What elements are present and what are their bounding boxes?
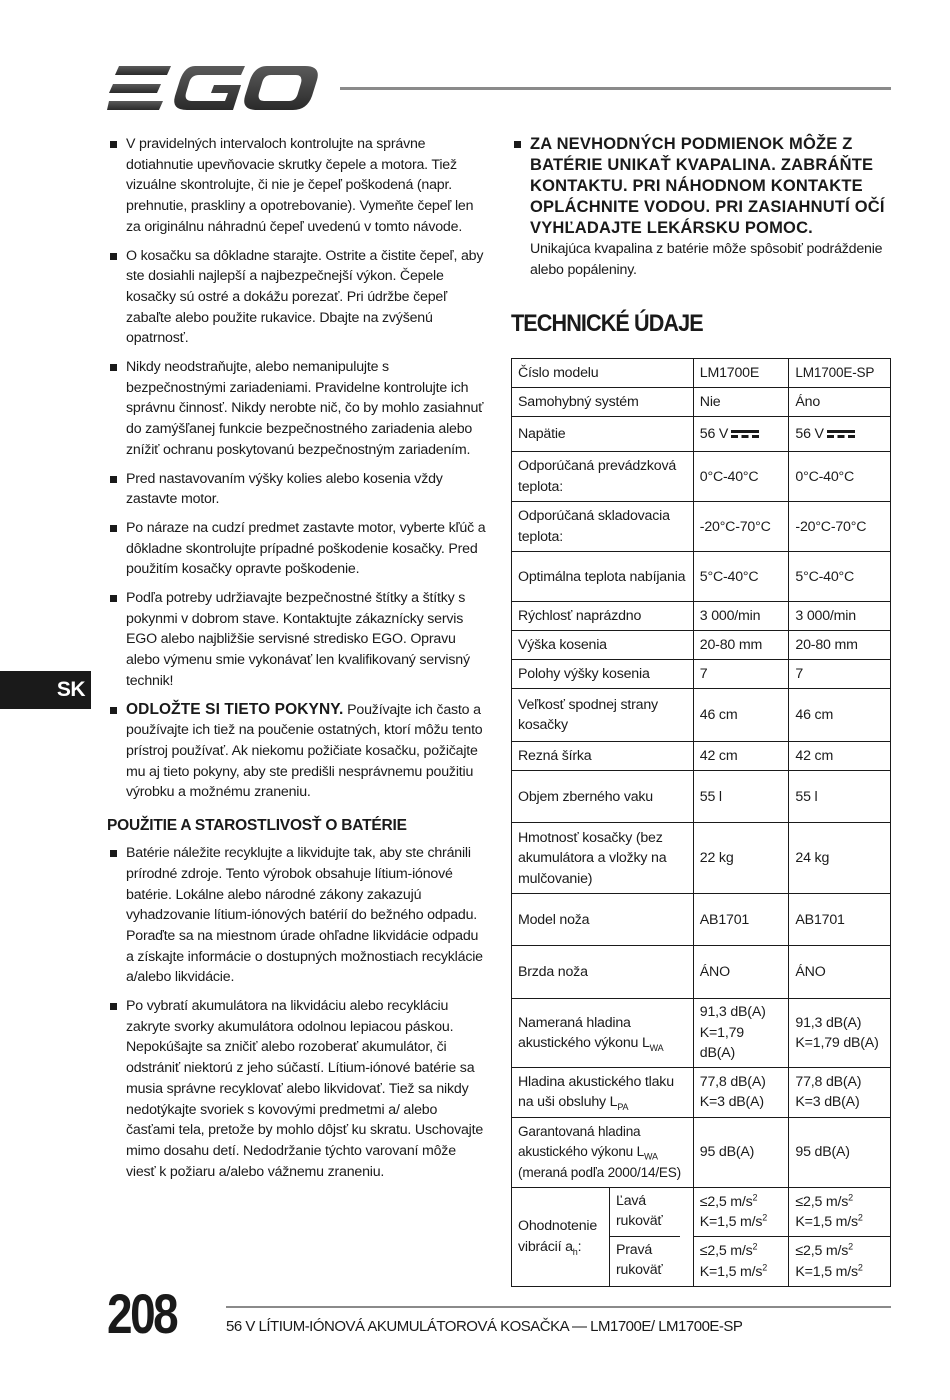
spec-label: Napätie — [512, 417, 694, 452]
spec-value-a — [693, 1237, 789, 1287]
spec-table — [511, 358, 891, 1287]
table-row — [512, 359, 891, 388]
left-handle-label: Ľavá rukoväť — [610, 1188, 680, 1237]
spec-label: Rezná šírka — [512, 742, 694, 771]
spec-value-a: -20°C-70°C — [693, 502, 789, 552]
value-line: 77,8 dB(A) — [699, 1073, 766, 1090]
sound-pressure-sub: PA — [617, 1102, 629, 1113]
value-line: K=3 dB(A) — [795, 1094, 860, 1111]
spec-value-a — [693, 1187, 789, 1237]
spec-value-b — [789, 999, 891, 1068]
spec-value-b: 55 l — [789, 771, 891, 823]
spec-value-a: 46 cm — [693, 689, 789, 742]
table-row — [512, 388, 891, 417]
table-row — [512, 1117, 891, 1187]
spec-value-b: AB1701 — [789, 894, 891, 946]
table-row — [512, 823, 891, 894]
value-line: K=3 dB(A) — [699, 1094, 764, 1111]
spec-value-a: 0°C-40°C — [693, 452, 789, 502]
footer-rule — [226, 1306, 891, 1308]
table-row — [512, 946, 891, 999]
spec-value-b: 95 dB(A) — [789, 1117, 891, 1187]
exponent: 2 — [762, 1212, 768, 1223]
spec-label: Výška kosenia — [512, 631, 694, 660]
spec-value-b: 24 kg — [789, 823, 891, 894]
table-row — [512, 1067, 891, 1117]
value-line: 77,8 dB(A) — [795, 1073, 862, 1090]
spec-value-b: 5°C-40°C — [789, 552, 891, 602]
value-line: K=1,5 m/s — [795, 1214, 858, 1231]
table-row — [512, 742, 891, 771]
table-row — [512, 894, 891, 946]
value-line: K=1,79 dB(A) — [795, 1035, 879, 1052]
spec-value-a: 42 cm — [693, 742, 789, 771]
table-row — [512, 602, 891, 631]
spec-label: Model noža — [512, 894, 694, 946]
spec-label: Objem zberného vaku — [512, 771, 694, 823]
spec-value-b: 42 cm — [789, 742, 891, 771]
exponent: 2 — [848, 1191, 853, 1202]
spec-section-title: TECHNICKÉ ÚDAJE — [511, 310, 703, 338]
spec-value-a — [693, 1067, 789, 1117]
table-row — [512, 552, 891, 602]
exponent: 2 — [857, 1261, 863, 1272]
spec-value-a: 22 kg — [693, 823, 789, 894]
warning-list — [511, 134, 892, 280]
exponent: 2 — [857, 1212, 863, 1223]
value-line: ≤2,5 m/s — [795, 1193, 849, 1210]
list-item-save-instructions — [107, 700, 489, 804]
spec-label: Rýchlosť naprázdno — [512, 602, 694, 631]
vibration-suffix: : — [577, 1238, 582, 1255]
guaranteed-note: (meraná podľa 2000/14/ES) — [518, 1164, 681, 1180]
save-instructions-lead: ODLOŽTE SI TIETO POKYNY. — [126, 700, 344, 718]
table-row — [512, 452, 891, 502]
spec-label: Odporúčaná skladovacia teplota: — [512, 502, 694, 552]
table-row — [512, 689, 891, 742]
sound-pressure-label: Hladina akustického tlaku na uši obsluhy L — [518, 1073, 674, 1111]
value-line: ≤2,5 m/s — [699, 1193, 753, 1210]
table-row — [512, 631, 891, 660]
spec-value-b: LM1700E-SP — [789, 359, 891, 388]
spec-label: Optimálna teplota nabíjania — [512, 552, 694, 602]
sound-power-label: Nameraná hladina akustického výkonu L — [518, 1014, 650, 1052]
exponent: 2 — [762, 1261, 768, 1272]
spec-value-b: 0°C-40°C — [789, 452, 891, 502]
value-line: K=1,5 m/s — [699, 1263, 763, 1280]
value-line: ≤2,5 m/s — [795, 1243, 849, 1260]
spec-label: Číslo modelu — [512, 359, 694, 388]
exponent: 2 — [848, 1241, 853, 1252]
value-line: K=1,5 m/s — [699, 1214, 763, 1231]
spec-value-b: ÁNO — [789, 946, 891, 999]
value-line: 91,3 dB(A) — [795, 1014, 862, 1031]
spec-value-a: LM1700E — [693, 359, 789, 388]
spec-value-b — [789, 417, 891, 452]
voltage-value: 56 V — [795, 426, 824, 443]
page-number: 208 — [107, 1282, 177, 1345]
list-item: Nikdy neodstraňujte, alebo nemanipulujte s bezpečnostnými zariadeniami. Pravidelne kontrolujte ich správnu činnosť. Nikdy nerobte nič, čo by mohlo zasiahnuť do zamýšľanej funkcie bezpečnostného zariadenia alebo znížiť ochranu poskytovanú bezpečnostným zariadením. — [107, 357, 489, 461]
vibration-sub: h — [572, 1246, 578, 1257]
table-row — [512, 417, 891, 452]
header-rule — [340, 87, 891, 90]
spec-label: Veľkosť spodnej strany kosačky — [512, 689, 694, 742]
voltage-value: 56 V — [699, 426, 729, 443]
spec-value-a: 95 dB(A) — [693, 1117, 789, 1187]
warning-caps: ZA NEVHODNÝCH PODMIENOK MÔŽE Z BATÉRIE UNIKAŤ KVAPALINA. ZABRÁŇTE KONTAKTU. PRI NÁHODNOM KONTAKTE OPLÁCHNITE VODOU. PRI ZASIAHNUTÍ OČÍ VYHĽADAJTE LEKÁRSKU POMOC. — [530, 135, 885, 237]
list-item: Batérie náležite recyklujte a likvidujte tak, aby ste chránili prírodné zdroje. Tento výrobok obsahuje lítium-iónové batérie. Lokálne alebo národné zákony zakazujú vyhadzovanie lítium-iónových batérií do bežného odpadu. Poraďte sa na miestnom úrade ohľadne likvidácie odpadu a získajte informácie o dostupných možnostiach recyklácie a/alebo likvidácie. — [107, 843, 489, 988]
exponent: 2 — [752, 1191, 758, 1202]
spec-value-a: 7 — [693, 660, 789, 689]
vibration-cell — [512, 1187, 694, 1286]
table-row — [512, 1187, 891, 1237]
spec-value-a: 3 000/min — [693, 602, 789, 631]
spec-label — [512, 1117, 694, 1187]
spec-value-b: 46 cm — [789, 689, 891, 742]
spec-value-a: ÁNO — [693, 946, 789, 999]
vibration-label — [512, 1188, 610, 1286]
spec-label — [512, 999, 694, 1068]
list-item: Po náraze na cudzí predmet zastavte motor, vyberte kľúč a dôkladne skontrolujte prípadné poškodenie kosačky. Pred použitím kosačky opravte poškodenie. — [107, 518, 489, 580]
spec-label: Odporúčaná prevádzková teplota: — [512, 452, 694, 502]
table-row — [512, 771, 891, 823]
warning-text: Unikajúca kvapalina z batérie môže spôsobiť podráždenie alebo popáleniny. — [530, 241, 883, 278]
footer-title: 56 V LÍTIUM-IÓNOVÁ AKUMULÁTOROVÁ KOSAČKA — LM1700E/ LM1700E-SP — [226, 1318, 743, 1335]
spec-label: Polohy výšky kosenia — [512, 660, 694, 689]
battery-bullet-list — [107, 843, 489, 1182]
spec-value-a: 55 l — [693, 771, 789, 823]
spec-label: Hmotnosť kosačky (bez akumulátora a vložky na mulčovanie) — [512, 823, 694, 894]
spec-value-b: 7 — [789, 660, 891, 689]
dc-symbol-icon — [827, 430, 855, 438]
sound-power-sub: WA — [649, 1042, 664, 1053]
spec-value-a: Nie — [693, 388, 789, 417]
table-row — [512, 502, 891, 552]
spec-label — [512, 1067, 694, 1117]
table-row — [512, 999, 891, 1068]
right-column — [511, 134, 892, 1287]
battery-section-title: POUŽITIE A STAROSTLIVOSŤ O BATÉRIE — [107, 817, 407, 835]
spec-value-a — [693, 999, 789, 1068]
spec-value-a: AB1701 — [693, 894, 789, 946]
save-instructions-text: Používajte ich často a používajte ich tiež na poučenie ostatných, ktorí môžu tento prístroj používať. Ak niekomu požičiate kosačku, požičajte mu aj tieto pokyny, aby ste predišli nesprávnemu použitiu výrobku a možnému zraneniu. — [126, 701, 483, 801]
spec-value-b — [789, 1187, 891, 1237]
list-item: Podľa potreby udržiavajte bezpečnostné štítky a štítky s pokynmi v dobrom stave. Kontaktujte zákaznícky servis EGO alebo najbližšie servisné stredisko EGO. Opravu alebo výmenu smie vykonávať len kvalifikovaný servisný technik! — [107, 588, 489, 692]
spec-value-a — [693, 417, 789, 452]
list-item: V pravidelných intervaloch kontrolujte na správne dotiahnutie upevňovacie skrutky čepele a motora. Tiež vizuálne skontrolujte, či nie je čepeľ poškodená (napr. prehnutie, praskliny a opotrebovanie). Vymeňte čepeľ len za originálnu náhradnú čepeľ uvedenú v tomto návode. — [107, 134, 489, 238]
guaranteed-sub: WA — [643, 1151, 658, 1162]
spec-value-a: 5°C-40°C — [693, 552, 789, 602]
right-handle-label: Pravá rukoväť — [616, 1241, 663, 1279]
ego-logo — [107, 64, 319, 112]
safety-bullet-list — [107, 134, 489, 803]
warning-item — [511, 134, 892, 280]
vibration-label-text: Ohodnotenie vibrácií a — [518, 1218, 598, 1255]
value-line: K=1,5 m/s — [795, 1263, 858, 1280]
guaranteed-label: Garantovaná hladina akustického výkonu L — [518, 1123, 644, 1160]
spec-value-b: Áno — [789, 388, 891, 417]
spec-label: Samohybný systém — [512, 388, 694, 417]
spec-value-b: -20°C-70°C — [789, 502, 891, 552]
spec-value-b: 3 000/min — [789, 602, 891, 631]
left-column — [107, 134, 489, 1190]
list-item: O kosačku sa dôkladne starajte. Ostrite a čistite čepeľ, aby ste dosiahli najlepší a najbezpečnejší výkon. Čepele kosačky sú ostré a dokážu porezať. Pri údržbe čepeľ zabaľte alebo použite rukavice. Dbajte na zvýšenú opatrnosť. — [107, 246, 489, 350]
list-item: Po vybratí akumulátora na likvidáciu alebo recykláciu zakryte svorky akumulátora odolnou lepiacou páskou. Nepokúšajte sa zničiť alebo rozoberať akumulátor, či odstrániť niektorú z jeho súčastí. Lítium-iónové batérie sa musia správne recyklovať alebo likvidovať. Tiež sa nikdy nedotýkajte svoriek s kovovými predmetmi a/ alebo časťami tela, pretože by mohlo dôjsť ku skratu. Uschovajte mimo dosahu detí. Nedodržanie týchto varovaní môže viesť k požiaru a/alebo vážnemu zraneniu. — [107, 996, 489, 1182]
value-line: 91,3 dB(A) — [699, 1004, 766, 1021]
spec-value-a: 20-80 mm — [693, 631, 789, 660]
value-line: K=1,79 dB(A) — [699, 1024, 744, 1062]
value-line: ≤2,5 m/s — [699, 1243, 753, 1260]
exponent: 2 — [752, 1241, 758, 1252]
list-item: Pred nastavovaním výšky kolies alebo kosenia vždy zastavte motor. — [107, 469, 489, 510]
spec-value-b: 20-80 mm — [789, 631, 891, 660]
dc-symbol-icon — [731, 430, 759, 438]
language-tab: SK — [0, 671, 91, 709]
spec-value-b — [789, 1237, 891, 1287]
table-row — [512, 660, 891, 689]
spec-value-b — [789, 1067, 891, 1117]
spec-label: Brzda noža — [512, 946, 694, 999]
